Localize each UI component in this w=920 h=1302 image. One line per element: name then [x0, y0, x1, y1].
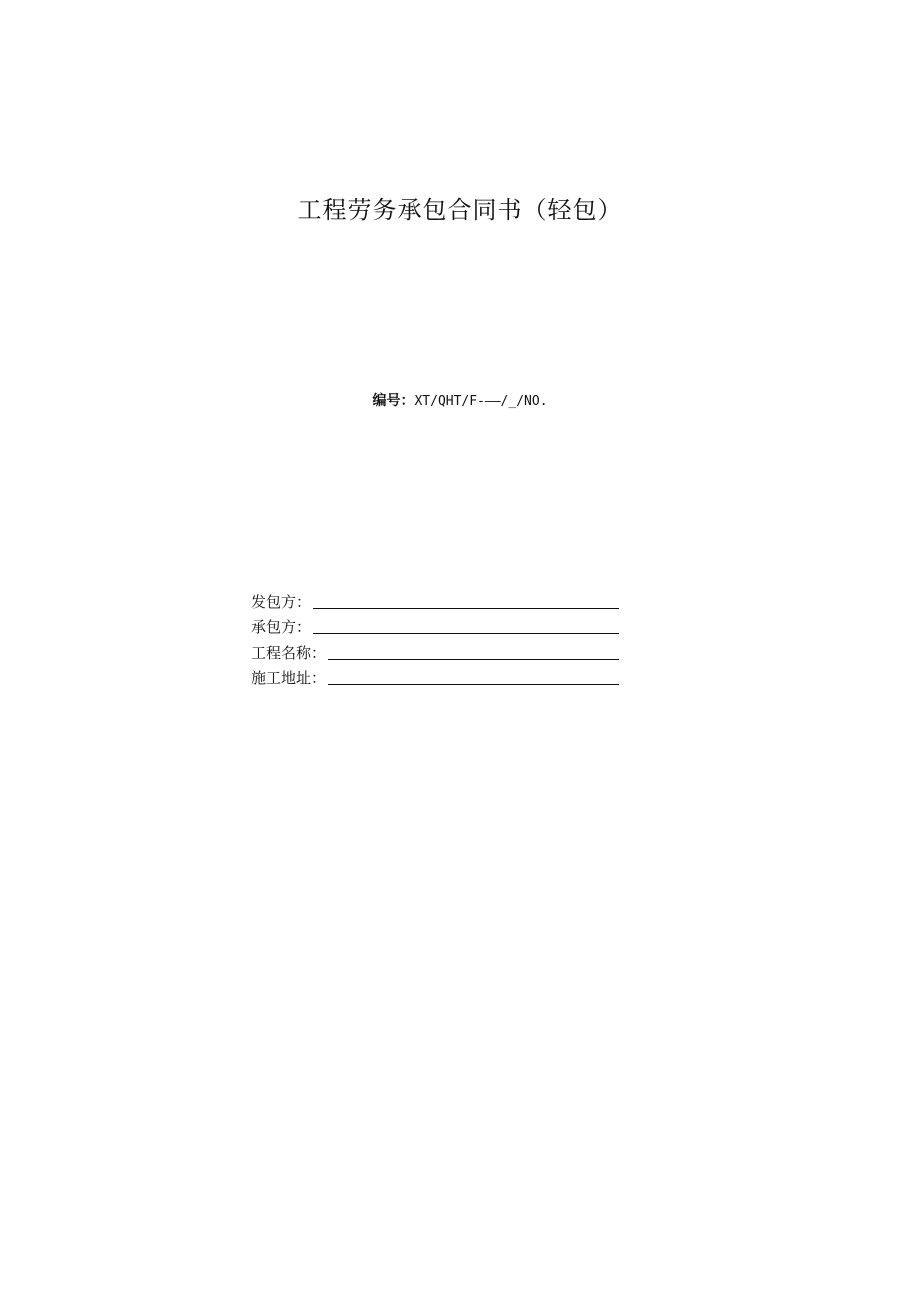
contractor-label: 承包方：	[251, 618, 312, 636]
field-row-employer	[251, 586, 619, 612]
document-title: 工程劳务承包合同书（轻包）	[297, 196, 623, 224]
employer-label: 发包方：	[251, 592, 312, 611]
serial-number-value: XT/QHT/F-——/_/NO.	[414, 394, 548, 409]
field-row-contractor	[251, 612, 619, 638]
serial-number	[0, 390, 920, 413]
project-name-blank-line[interactable]	[328, 643, 619, 660]
site-address-label: 施工地址：	[251, 669, 327, 687]
field-row-project-name	[251, 637, 619, 663]
contractor-blank-line[interactable]	[313, 617, 619, 634]
serial-number-label: 编号：	[372, 393, 415, 409]
employer-blank-line[interactable]	[313, 592, 619, 609]
party-fields	[251, 586, 619, 688]
project-name-label: 工程名称：	[251, 643, 327, 662]
site-address-blank-line[interactable]	[328, 668, 619, 685]
field-row-site-address	[251, 663, 619, 689]
